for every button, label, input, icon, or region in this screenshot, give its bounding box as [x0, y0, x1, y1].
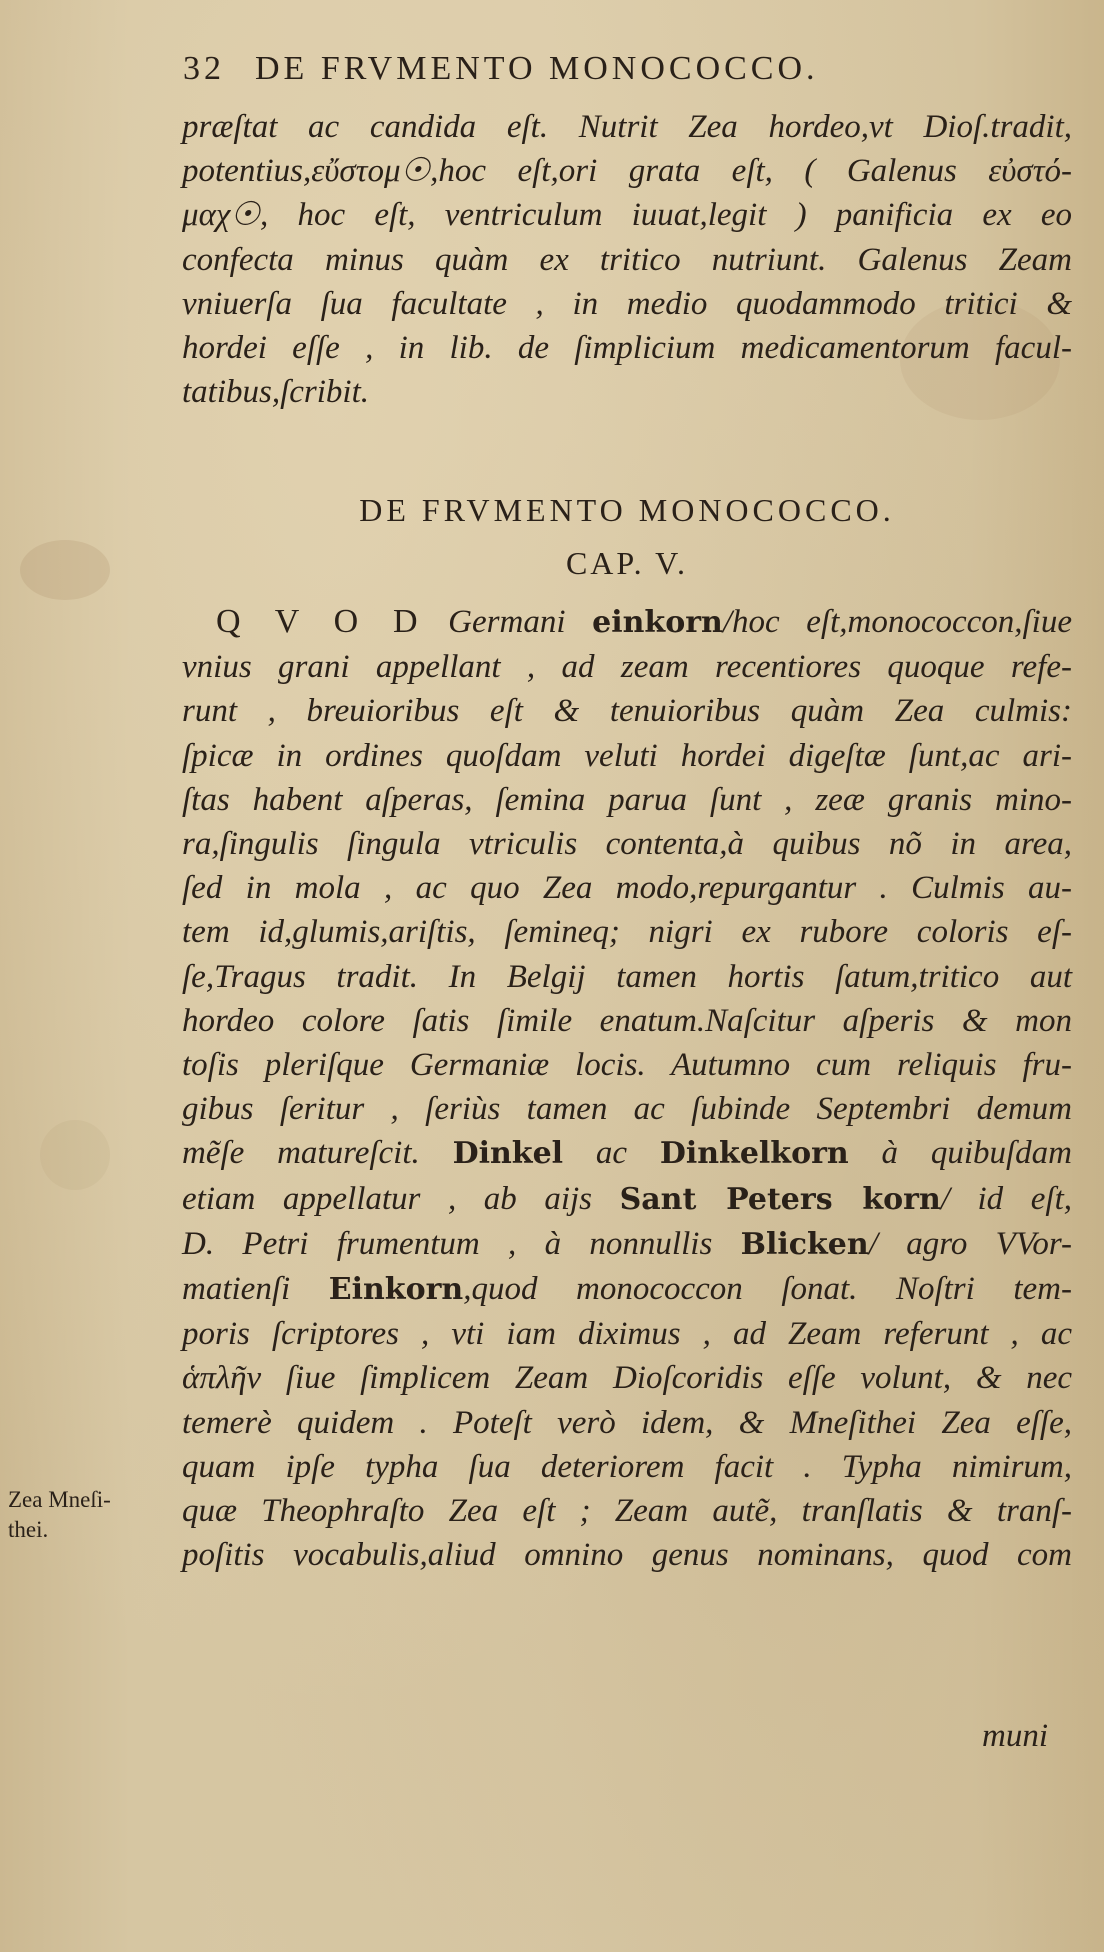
text-run: etiam appellatur , ab aijs [182, 1180, 620, 1217]
text-run: matienſi [182, 1271, 329, 1308]
text-line: μαχ☉, hoc eſt, ventriculum iuuat,legit ) panificia ex eo [182, 197, 1072, 234]
running-title: DE FRVMENTO MONOCOCCO. [255, 50, 819, 87]
text-run: / id eſt, [940, 1180, 1072, 1217]
chapter-paragraph [182, 600, 1072, 1577]
text-line: poris ſcriptores , vti iam diximus , ad Zeam referunt , ac [182, 1316, 1072, 1353]
text-run: Germani [421, 604, 593, 640]
text-line: quæ Theophraſto Zea eſt ; Zeam autẽ, tranſlatis & tranſ- [182, 1493, 1072, 1530]
text-line: toſis pleriſque Germaniæ locis. Autumno cum reliquis fru- [182, 1047, 1072, 1084]
text-run: ,quod monococcon ſonat. Noſtri tem- [463, 1271, 1072, 1308]
text-line: vniuerſa ſua facultate , in medio quodammodo tritici & [182, 285, 1072, 322]
text-run: / agro VVor- [868, 1225, 1072, 1262]
text-line [182, 600, 1072, 645]
section-title: DE FRVMENTO MONOCOCCO. [359, 492, 895, 528]
text-line: præſtat ac candida eſt. Nutrit Zea hordeo,vt Dioſ.tradit, [182, 109, 1072, 145]
text-line: ſtas habent aſperas, ſemina parua ſunt , zeæ granis mino- [182, 781, 1072, 818]
page-number: 32 [183, 50, 225, 87]
paragraph-continued [182, 105, 1072, 414]
text-line: vnius grani appellant , ad zeam recentiores quoque refe- [182, 649, 1072, 686]
text-line: confecta minus quàm ex tritico nutriunt. Galenus Zeam [182, 241, 1072, 278]
text-line: tatibus,ſcribit. [182, 374, 370, 411]
margin-note [8, 1485, 158, 1545]
text-run: /hoc eſt,monococcon,ſiue [722, 604, 1072, 640]
text-line: hordei eſſe , in lib. de ſimplicium medicamentorum facul- [182, 330, 1072, 367]
text-run: ac [563, 1135, 660, 1172]
margin-note-line: thei. [8, 1517, 49, 1542]
catchword: muni [982, 1718, 1048, 1754]
blackletter-word: Einkorn [328, 1272, 464, 1308]
text-run: D. Petri frumentum , à nonnullis [182, 1225, 741, 1262]
blackletter-word: Blicken [740, 1226, 869, 1262]
text-line: ſed in mola , ac quo Zea modo,repurgantur . Culmis au- [182, 870, 1072, 907]
paper-stain [40, 1120, 110, 1190]
text-line [182, 1222, 1072, 1267]
text-line: quam ipſe typha ſua deteriorem facit . Typha nimirum, [182, 1448, 1072, 1485]
text-line: poſitis vocabulis,aliud omnino genus nominans, quod com [182, 1537, 1072, 1574]
text-line: potentius,εὔστομ☉,hoc eſt,ori grata eſt, ( Galenus εὐστό- [182, 153, 1072, 190]
text-line: ἁπλῆν ſiue ſimplicem Zeam Dioſcoridis eſſe volunt, & nec [182, 1360, 1072, 1397]
text-line: ra,ſingulis ſingula vtriculis contenta,à quibus nõ in area, [182, 826, 1072, 863]
margin-note-line: Zea Mneſi- [8, 1487, 111, 1512]
text-line: tem id,glumis,ariſtis, ſemineq; nigri ex rubore coloris eſ- [182, 914, 1072, 951]
chapter-label: CAP. V. [565, 545, 689, 581]
text-line [182, 1267, 1072, 1312]
blackletter-word: Sant Peters korn [619, 1181, 941, 1217]
blackletter-word: Dinkel [452, 1136, 564, 1172]
text-run: mẽſe matureſcit. [182, 1135, 453, 1172]
text-line [182, 1177, 1072, 1222]
text-line [182, 1131, 1072, 1176]
text-line: runt , breuioribus eſt & tenuioribus quàm Zea culmis: [182, 693, 1072, 730]
blackletter-word: einkorn [592, 605, 723, 640]
text-run: à quibuſdam [848, 1135, 1072, 1172]
running-head [183, 50, 983, 88]
text-line: hordeo colore ſatis ſimile enatum.Naſcitur aſperis & mon [182, 1002, 1072, 1039]
blackletter-word: Dinkelkorn [659, 1136, 849, 1172]
text-line: temerè quidem . Poteſt verò idem, & Mneſithei Zea eſſe, [182, 1404, 1072, 1441]
text-line: ſe,Tragus tradit. In Belgij tamen hortis ſatum,tritico aut [182, 958, 1072, 995]
paper-stain [20, 540, 110, 600]
text-line: ſpicæ in ordines quoſdam veluti hordei digeſtæ ſunt,ac ari- [182, 737, 1072, 774]
opening-word: Q V O D [216, 603, 422, 640]
text-line: gibus ſeritur , ſeriùs tamen ac ſubinde Septembri demum [182, 1091, 1072, 1128]
